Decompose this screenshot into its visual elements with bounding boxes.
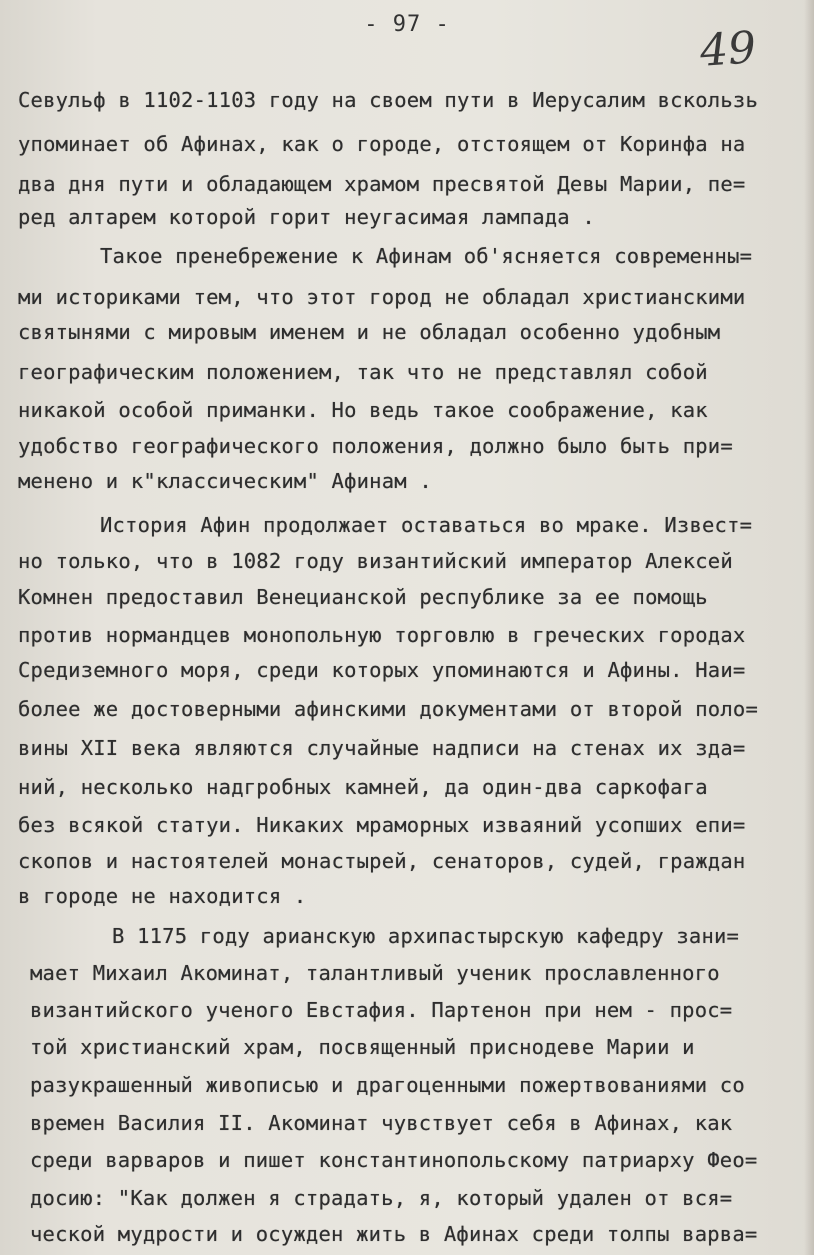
text-line: Такое пренебрежение к Афинам об'ясняется современны= [100,244,753,268]
text-line: византийского ученого Евстафия. Партенон при нем - прос= [30,998,733,1022]
text-line: против нормандцев монопольную торговлю в греческих городах [18,623,746,647]
text-line: святынями с мировым именем и не обладал особенно удобным [18,320,721,344]
text-line: Севульф в 1102-1103 году на своем пути в Иерусалим вскользь [18,88,758,112]
text-line: Комнен предоставил Венецианской республике за ее помощь [18,585,708,609]
text-line: досию: "Как должен я страдать, я, который удален от вся= [30,1186,733,1210]
text-line: Средиземного моря, среди которых упоминаются и Афины. Наи= [18,658,746,682]
text-line: ческой мудрости и осужден жить в Афинах среди толпы варва= [30,1222,758,1246]
text-line: в городе не находится . [18,884,307,908]
text-line: времен Василия II. Акоминат чувствует себя в Афинах, как [30,1111,733,1135]
text-line: В 1175 году арианскую архипастырскую кафедру зани= [112,924,740,948]
text-line: ми историками тем, что этот город не обладал христианскими [18,285,746,309]
text-line: ний, несколько надгробных камней, да один-два саркофага [18,775,708,799]
text-line: среди варваров и пишет константинопольскому патриарху Фео= [30,1148,758,1172]
text-line: мает Михаил Акоминат, талантливый ученик прославленного [30,961,720,985]
text-line: разукрашенный живописью и драгоценными пожертвованиями со [30,1073,745,1097]
text-line: два дня пути и обладающем храмом пресвятой Девы Марии, пе= [18,172,746,196]
text-line: менено и к"классическим" Афинам . [18,469,432,493]
text-line: но только, что в 1082 году византийский император Алексей [18,549,733,573]
page-number: - 97 - [364,12,450,37]
text-line: История Афин продолжает оставаться во мраке. Извест= [100,513,753,537]
text-line: скопов и настоятелей монастырей, сенаторов, судей, граждан [18,849,746,873]
text-line: вины XII века являются случайные надписи на стенах их зда= [18,736,746,760]
scan-edge-shadow [804,0,814,1255]
text-line: удобство географического положения, должно было быть при= [18,434,733,458]
text-line: упоминает об Афинах, как о городе, отстоящем от Коринфа на [18,132,746,156]
text-line: никакой особой приманки. Но ведь такое соображение, как [18,398,708,422]
text-line: без всякой статуи. Никаких мраморных изваяний усопших епи= [18,813,746,837]
text-line: географическим положением, так что не представлял собой [18,360,708,384]
handwritten-page-number: 49 [698,22,758,77]
text-line: той христианский храм, посвященный приснодеве Марии и [30,1035,695,1059]
text-line: более же достоверными афинскими документами от второй поло= [18,697,758,721]
text-line: ред алтарем которой горит неугасимая лампада . [18,205,595,229]
